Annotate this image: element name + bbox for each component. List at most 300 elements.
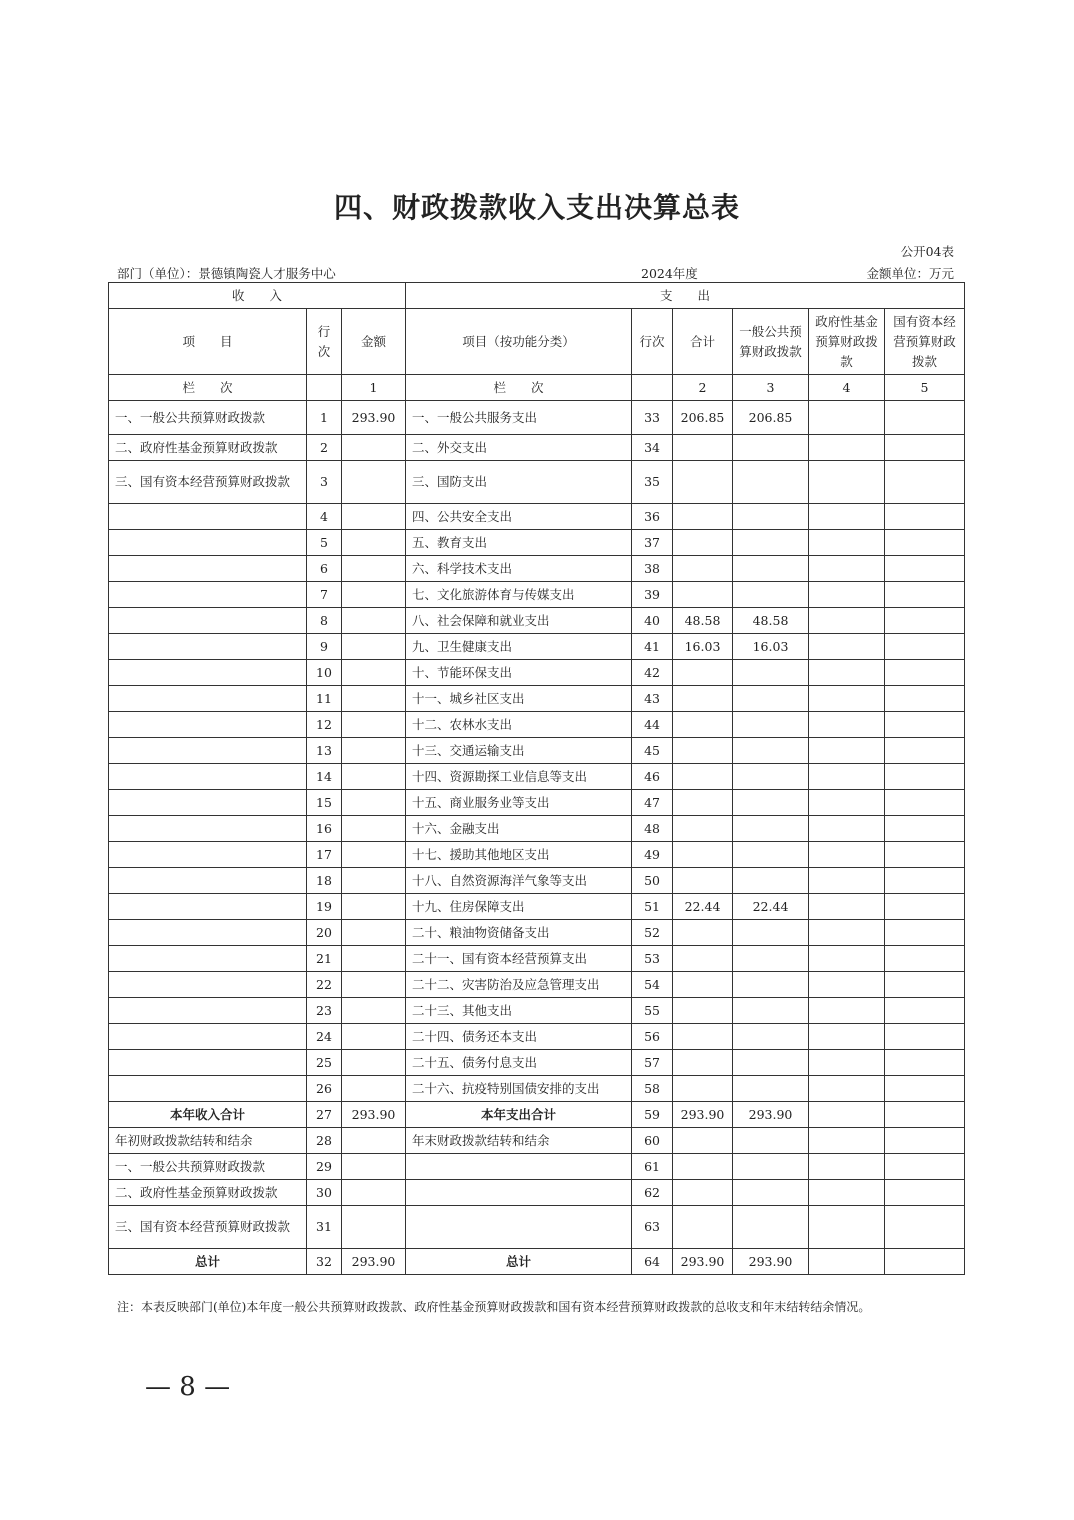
income-item <box>109 530 307 556</box>
expense-item <box>406 1154 632 1180</box>
income-amount <box>342 790 406 816</box>
expense-state-capital <box>885 1076 965 1102</box>
income-row-no: 8 <box>307 608 342 634</box>
income-row-no: 2 <box>307 435 342 461</box>
expense-row-no: 56 <box>632 1024 673 1050</box>
expense-gov-fund <box>809 764 885 790</box>
income-row-no: 19 <box>307 894 342 920</box>
expense-gov-fund <box>809 461 885 504</box>
expense-gov-fund <box>809 1024 885 1050</box>
income-amount: 293.90 <box>342 401 406 435</box>
empty-cell <box>307 375 342 401</box>
table-row <box>109 401 965 435</box>
expense-total <box>673 1076 733 1102</box>
table-row <box>109 1249 965 1275</box>
expense-gov-fund <box>809 608 885 634</box>
state-capital-header: 国有资本经营预算财政拨款 <box>885 309 965 375</box>
expense-item: 十六、金融支出 <box>406 816 632 842</box>
expense-item: 二十一、国有资本经营预算支出 <box>406 946 632 972</box>
income-item: 一、一般公共预算财政拨款 <box>109 1154 307 1180</box>
income-item: 总计 <box>109 1249 307 1275</box>
table-row <box>109 712 965 738</box>
expense-item: 八、社会保障和就业支出 <box>406 608 632 634</box>
income-item <box>109 556 307 582</box>
expense-general: 293.90 <box>733 1249 809 1275</box>
expense-total <box>673 660 733 686</box>
expense-total: 48.58 <box>673 608 733 634</box>
income-row-no: 12 <box>307 712 342 738</box>
expense-row-no: 58 <box>632 1076 673 1102</box>
page-title: 四、财政拨款收入支出决算总表 <box>333 191 740 224</box>
expense-row-no: 36 <box>632 504 673 530</box>
col-number: 3 <box>733 375 809 401</box>
income-amount <box>342 1180 406 1206</box>
income-row-no: 32 <box>307 1249 342 1275</box>
expense-state-capital <box>885 764 965 790</box>
expense-item: 七、文化旅游体育与传媒支出 <box>406 582 632 608</box>
expense-gov-fund <box>809 712 885 738</box>
expense-total <box>673 816 733 842</box>
total-header: 合计 <box>673 309 733 375</box>
expense-general <box>733 998 809 1024</box>
income-row-no: 6 <box>307 556 342 582</box>
expense-total <box>673 1024 733 1050</box>
income-row-no: 4 <box>307 504 342 530</box>
expense-total <box>673 712 733 738</box>
expense-state-capital <box>885 1249 965 1275</box>
expense-row-no: 51 <box>632 894 673 920</box>
expense-total <box>673 1206 733 1249</box>
table-row <box>109 972 965 998</box>
income-item <box>109 1050 307 1076</box>
expense-total <box>673 868 733 894</box>
item-header: 项 目 <box>109 309 307 375</box>
income-row-no: 20 <box>307 920 342 946</box>
expense-item: 十九、住房保障支出 <box>406 894 632 920</box>
income-item <box>109 686 307 712</box>
income-amount <box>342 461 406 504</box>
expense-row-no: 35 <box>632 461 673 504</box>
expense-gov-fund <box>809 998 885 1024</box>
expense-item: 二十、粮油物资储备支出 <box>406 920 632 946</box>
expense-gov-fund <box>809 972 885 998</box>
expense-total: 293.90 <box>673 1249 733 1275</box>
expense-gov-fund <box>809 1206 885 1249</box>
expense-general <box>733 920 809 946</box>
expense-gov-fund <box>809 401 885 435</box>
expense-general <box>733 660 809 686</box>
table-row <box>109 998 965 1024</box>
expense-general <box>733 946 809 972</box>
expense-total <box>673 556 733 582</box>
income-item <box>109 790 307 816</box>
expense-item: 年末财政拨款结转和结余 <box>406 1128 632 1154</box>
expense-row-no: 63 <box>632 1206 673 1249</box>
income-row-no: 25 <box>307 1050 342 1076</box>
income-item <box>109 608 307 634</box>
expense-row-no: 62 <box>632 1180 673 1206</box>
expense-state-capital <box>885 1180 965 1206</box>
expense-header: 支 出 <box>406 283 965 309</box>
income-item <box>109 842 307 868</box>
expense-row-no: 41 <box>632 634 673 660</box>
income-amount <box>342 1154 406 1180</box>
income-item: 三、国有资本经营预算财政拨款 <box>109 461 307 504</box>
expense-total <box>673 790 733 816</box>
expense-total <box>673 435 733 461</box>
expense-total <box>673 504 733 530</box>
row-no-header: 行次 <box>307 309 342 375</box>
table-row <box>109 435 965 461</box>
income-amount: 293.90 <box>342 1249 406 1275</box>
expense-general <box>733 764 809 790</box>
expense-general: 206.85 <box>733 401 809 435</box>
income-item <box>109 868 307 894</box>
expense-general <box>733 1206 809 1249</box>
expense-row-no: 49 <box>632 842 673 868</box>
expense-total <box>673 946 733 972</box>
table-row <box>109 634 965 660</box>
income-row-no: 31 <box>307 1206 342 1249</box>
expense-total <box>673 461 733 504</box>
department: 部门（单位）：景德镇陶瓷人才服务中心 <box>117 266 336 281</box>
income-row-no: 7 <box>307 582 342 608</box>
expense-state-capital <box>885 946 965 972</box>
col-number: 2 <box>673 375 733 401</box>
table-row <box>109 582 965 608</box>
expense-item: 二十二、灾害防治及应急管理支出 <box>406 972 632 998</box>
table-row <box>109 504 965 530</box>
expense-row-no: 42 <box>632 660 673 686</box>
expense-total <box>673 686 733 712</box>
expense-state-capital <box>885 461 965 504</box>
income-item: 三、国有资本经营预算财政拨款 <box>109 1206 307 1249</box>
table-row <box>109 946 965 972</box>
expense-state-capital <box>885 634 965 660</box>
expense-general <box>733 1050 809 1076</box>
table-row <box>109 660 965 686</box>
expense-state-capital <box>885 608 965 634</box>
empty-cell <box>632 375 673 401</box>
expense-gov-fund <box>809 1154 885 1180</box>
expense-general <box>733 972 809 998</box>
expense-state-capital <box>885 401 965 435</box>
expense-item: 五、教育支出 <box>406 530 632 556</box>
income-amount <box>342 920 406 946</box>
col-number: 5 <box>885 375 965 401</box>
expense-general: 16.03 <box>733 634 809 660</box>
income-item: 二、政府性基金预算财政拨款 <box>109 1180 307 1206</box>
expense-total <box>673 738 733 764</box>
expense-row-no: 39 <box>632 582 673 608</box>
expense-state-capital <box>885 1050 965 1076</box>
expense-gov-fund <box>809 530 885 556</box>
expense-item: 十四、资源勘探工业信息等支出 <box>406 764 632 790</box>
expense-item: 二十六、抗疫特别国债安排的支出 <box>406 1076 632 1102</box>
expense-state-capital <box>885 556 965 582</box>
expense-state-capital <box>885 686 965 712</box>
expense-gov-fund <box>809 816 885 842</box>
income-amount <box>342 435 406 461</box>
expense-gov-fund <box>809 686 885 712</box>
income-amount <box>342 972 406 998</box>
expense-item: 二、外交支出 <box>406 435 632 461</box>
row-no-header: 行次 <box>632 309 673 375</box>
table-row <box>109 1154 965 1180</box>
expense-state-capital <box>885 972 965 998</box>
income-row-no: 9 <box>307 634 342 660</box>
income-row-no: 11 <box>307 686 342 712</box>
income-amount <box>342 1206 406 1249</box>
expense-total: 206.85 <box>673 401 733 435</box>
income-amount <box>342 1076 406 1102</box>
expense-row-no: 44 <box>632 712 673 738</box>
col-number: 4 <box>809 375 885 401</box>
expense-row-no: 54 <box>632 972 673 998</box>
expense-state-capital <box>885 816 965 842</box>
expense-gov-fund <box>809 435 885 461</box>
expense-total <box>673 1180 733 1206</box>
expense-row-no: 43 <box>632 686 673 712</box>
expense-row-no: 38 <box>632 556 673 582</box>
col-number: 1 <box>342 375 406 401</box>
expense-row-no: 33 <box>632 401 673 435</box>
income-item <box>109 894 307 920</box>
income-amount <box>342 764 406 790</box>
expense-gov-fund <box>809 1102 885 1128</box>
income-row-no: 14 <box>307 764 342 790</box>
expense-row-no: 55 <box>632 998 673 1024</box>
amount-unit: 金额单位：万元 <box>866 266 954 281</box>
income-item <box>109 998 307 1024</box>
expense-gov-fund <box>809 582 885 608</box>
expense-general: 293.90 <box>733 1102 809 1128</box>
table-row <box>109 1180 965 1206</box>
expense-gov-fund <box>809 790 885 816</box>
expense-state-capital <box>885 1102 965 1128</box>
expense-item <box>406 1206 632 1249</box>
expense-item: 十三、交通运输支出 <box>406 738 632 764</box>
expense-general <box>733 712 809 738</box>
table-row <box>109 894 965 920</box>
expense-general <box>733 1076 809 1102</box>
expense-general <box>733 868 809 894</box>
expense-item: 十五、商业服务业等支出 <box>406 790 632 816</box>
expense-state-capital <box>885 712 965 738</box>
expense-general: 48.58 <box>733 608 809 634</box>
income-item <box>109 764 307 790</box>
income-amount <box>342 842 406 868</box>
expense-gov-fund <box>809 894 885 920</box>
form-code: 公开04表 <box>900 244 954 259</box>
income-row-no: 15 <box>307 790 342 816</box>
general-header: 一般公共预算财政拨款 <box>733 309 809 375</box>
expense-state-capital <box>885 435 965 461</box>
expense-row-no: 40 <box>632 608 673 634</box>
expense-general <box>733 842 809 868</box>
page-number: — 8 — <box>145 1372 231 1402</box>
income-amount <box>342 816 406 842</box>
income-item <box>109 1076 307 1102</box>
income-row-no: 27 <box>307 1102 342 1128</box>
expense-gov-fund <box>809 1128 885 1154</box>
expense-total <box>673 530 733 556</box>
expense-general <box>733 1180 809 1206</box>
expense-item: 十二、农林水支出 <box>406 712 632 738</box>
expense-item: 二十四、债务还本支出 <box>406 1024 632 1050</box>
table-row <box>109 1076 965 1102</box>
table-row <box>109 1128 965 1154</box>
expense-general <box>733 1128 809 1154</box>
income-amount <box>342 686 406 712</box>
expense-total <box>673 920 733 946</box>
expense-general <box>733 530 809 556</box>
expense-item: 十七、援助其他地区支出 <box>406 842 632 868</box>
income-row-no: 28 <box>307 1128 342 1154</box>
income-row-no: 30 <box>307 1180 342 1206</box>
income-item <box>109 660 307 686</box>
expense-general <box>733 504 809 530</box>
income-row-no: 18 <box>307 868 342 894</box>
table-row <box>109 842 965 868</box>
expense-item: 九、卫生健康支出 <box>406 634 632 660</box>
budget-table <box>108 282 965 1275</box>
expense-gov-fund <box>809 660 885 686</box>
expense-row-no: 37 <box>632 530 673 556</box>
income-row-no: 24 <box>307 1024 342 1050</box>
income-amount <box>342 1050 406 1076</box>
income-row-no: 23 <box>307 998 342 1024</box>
expense-row-no: 45 <box>632 738 673 764</box>
expense-general <box>733 738 809 764</box>
expense-general <box>733 435 809 461</box>
expense-item: 总计 <box>406 1249 632 1275</box>
expense-item: 六、科学技术支出 <box>406 556 632 582</box>
expense-gov-fund <box>809 634 885 660</box>
expense-row-no: 48 <box>632 816 673 842</box>
expense-state-capital <box>885 842 965 868</box>
expense-general <box>733 1024 809 1050</box>
expense-state-capital <box>885 998 965 1024</box>
expense-row-no: 34 <box>632 435 673 461</box>
expense-item: 十、节能环保支出 <box>406 660 632 686</box>
income-amount: 293.90 <box>342 1102 406 1128</box>
expense-row-no: 53 <box>632 946 673 972</box>
expense-gov-fund <box>809 738 885 764</box>
expense-state-capital <box>885 582 965 608</box>
col-label: 栏 次 <box>109 375 307 401</box>
expense-row-no: 61 <box>632 1154 673 1180</box>
table-row <box>109 868 965 894</box>
expense-general <box>733 461 809 504</box>
expense-item: 三、国防支出 <box>406 461 632 504</box>
expense-item: 十一、城乡社区支出 <box>406 686 632 712</box>
expense-item: 二十五、债务付息支出 <box>406 1050 632 1076</box>
item-func-header: 项目（按功能分类） <box>406 309 632 375</box>
table-row <box>109 1206 965 1249</box>
income-row-no: 26 <box>307 1076 342 1102</box>
expense-general <box>733 686 809 712</box>
income-amount <box>342 946 406 972</box>
income-item: 本年收入合计 <box>109 1102 307 1128</box>
expense-total: 22.44 <box>673 894 733 920</box>
table-row <box>109 816 965 842</box>
income-row-no: 22 <box>307 972 342 998</box>
expense-state-capital <box>885 660 965 686</box>
expense-state-capital <box>885 894 965 920</box>
income-row-no: 3 <box>307 461 342 504</box>
income-row-no: 5 <box>307 530 342 556</box>
expense-gov-fund <box>809 920 885 946</box>
expense-state-capital <box>885 920 965 946</box>
income-amount <box>342 660 406 686</box>
table-row <box>109 1024 965 1050</box>
expense-item <box>406 1180 632 1206</box>
income-item <box>109 972 307 998</box>
expense-state-capital <box>885 790 965 816</box>
income-amount <box>342 868 406 894</box>
income-row-no: 13 <box>307 738 342 764</box>
expense-total: 293.90 <box>673 1102 733 1128</box>
table-row <box>109 764 965 790</box>
expense-gov-fund <box>809 1249 885 1275</box>
income-item <box>109 504 307 530</box>
income-row-no: 10 <box>307 660 342 686</box>
income-amount <box>342 738 406 764</box>
expense-gov-fund <box>809 556 885 582</box>
expense-row-no: 52 <box>632 920 673 946</box>
expense-gov-fund <box>809 504 885 530</box>
expense-row-no: 46 <box>632 764 673 790</box>
income-amount <box>342 712 406 738</box>
income-item <box>109 816 307 842</box>
expense-item: 本年支出合计 <box>406 1102 632 1128</box>
expense-state-capital <box>885 1154 965 1180</box>
income-amount <box>342 556 406 582</box>
expense-item: 四、公共安全支出 <box>406 504 632 530</box>
table-row <box>109 790 965 816</box>
expense-state-capital <box>885 530 965 556</box>
income-amount <box>342 998 406 1024</box>
income-amount <box>342 634 406 660</box>
col-label: 栏 次 <box>406 375 632 401</box>
income-row-no: 1 <box>307 401 342 435</box>
income-item <box>109 946 307 972</box>
expense-general <box>733 582 809 608</box>
income-item <box>109 634 307 660</box>
expense-gov-fund <box>809 842 885 868</box>
expense-state-capital <box>885 868 965 894</box>
income-item <box>109 1024 307 1050</box>
income-header: 收 入 <box>109 283 406 309</box>
expense-gov-fund <box>809 1050 885 1076</box>
expense-general <box>733 816 809 842</box>
expense-state-capital <box>885 1024 965 1050</box>
amount-header: 金额 <box>342 309 406 375</box>
expense-total <box>673 1128 733 1154</box>
expense-general <box>733 790 809 816</box>
expense-general: 22.44 <box>733 894 809 920</box>
income-row-no: 21 <box>307 946 342 972</box>
income-amount <box>342 530 406 556</box>
expense-total <box>673 842 733 868</box>
table-row <box>109 608 965 634</box>
expense-row-no: 64 <box>632 1249 673 1275</box>
expense-general <box>733 1154 809 1180</box>
income-amount <box>342 504 406 530</box>
expense-total <box>673 1050 733 1076</box>
income-item: 年初财政拨款结转和结余 <box>109 1128 307 1154</box>
